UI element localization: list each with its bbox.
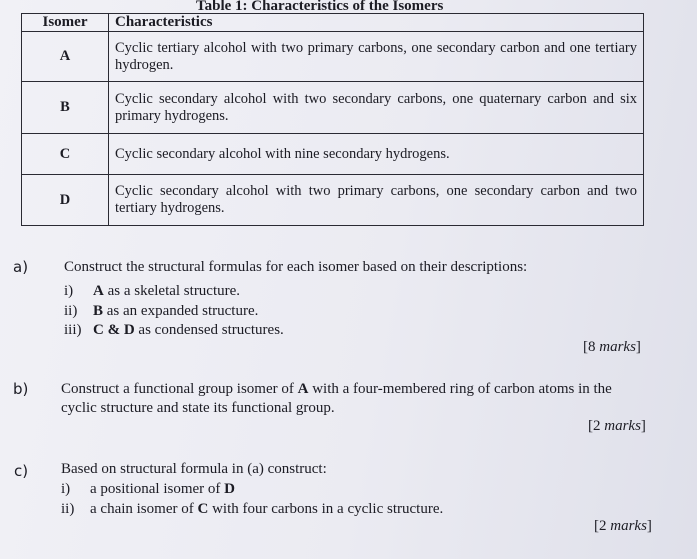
question-c-marks: [2 marks] [594,518,652,534]
question-a-label: a) [13,258,29,276]
isomer-label: B [22,82,109,134]
isomer-label: D [22,175,109,226]
question-a-item [64,322,284,339]
question-a-item [64,283,240,300]
isomers-table [21,13,644,226]
table-row [22,32,644,82]
header-isomer: Isomer [22,14,109,32]
item-number: ii) [64,303,78,319]
table-title: Table 1: Characteristics of the Isomers [196,0,444,14]
question-b-label: b) [13,380,29,398]
question-b-text: Construct a functional group isomer of A with a four-membered ring of carbon atoms in the cyclic structure and state its functional group. [61,381,612,416]
item-number: i) [64,283,74,299]
item-text: as condensed structures. [134,322,284,338]
question-c-item: ii) a chain isomer of C with four carbons in a cyclic structure. [61,501,444,517]
isomer-label: A [22,32,109,82]
isomer-description: Cyclic tertiary alcohol with two primary carbons, one secondary carbon and one tertiary hydrogen. [109,32,644,82]
item-number: iii) [64,322,82,338]
item-bold: C & D [93,322,135,338]
table-row [22,82,644,134]
table-row [22,134,644,175]
table-row [22,175,644,226]
item-number: ii) [61,501,75,517]
isomer-description: Cyclic secondary alcohol with nine secondary hydrogens. [109,134,644,175]
question-a-item [64,303,258,320]
item-text: as a skeletal structure. [103,283,241,299]
item-number: i) [61,481,71,497]
item-text: as an expanded structure. [103,303,259,319]
question-c-item: i) a positional isomer of D [61,481,235,497]
question-a-marks: [8 marks] [583,339,641,355]
item-bold: A [93,283,104,299]
question-a-text: Construct the structural formulas for each isomer based on their descriptions: [64,259,528,275]
question-b-marks: [2 marks] [588,418,646,434]
header-characteristics: Characteristics [109,14,644,32]
isomer-description: Cyclic secondary alcohol with two primary carbons, one secondary carbon and two tertiary hydrogens. [109,175,644,226]
isomer-label: C [22,134,109,175]
question-c-label: c) [14,462,29,480]
item-bold: B [93,303,104,319]
table-header-row [22,14,644,32]
isomer-description: Cyclic secondary alcohol with two secondary carbons, one quaternary carbon and six primary hydrogens. [109,82,644,134]
question-c-text: Based on structural formula in (a) construct: [61,461,327,477]
